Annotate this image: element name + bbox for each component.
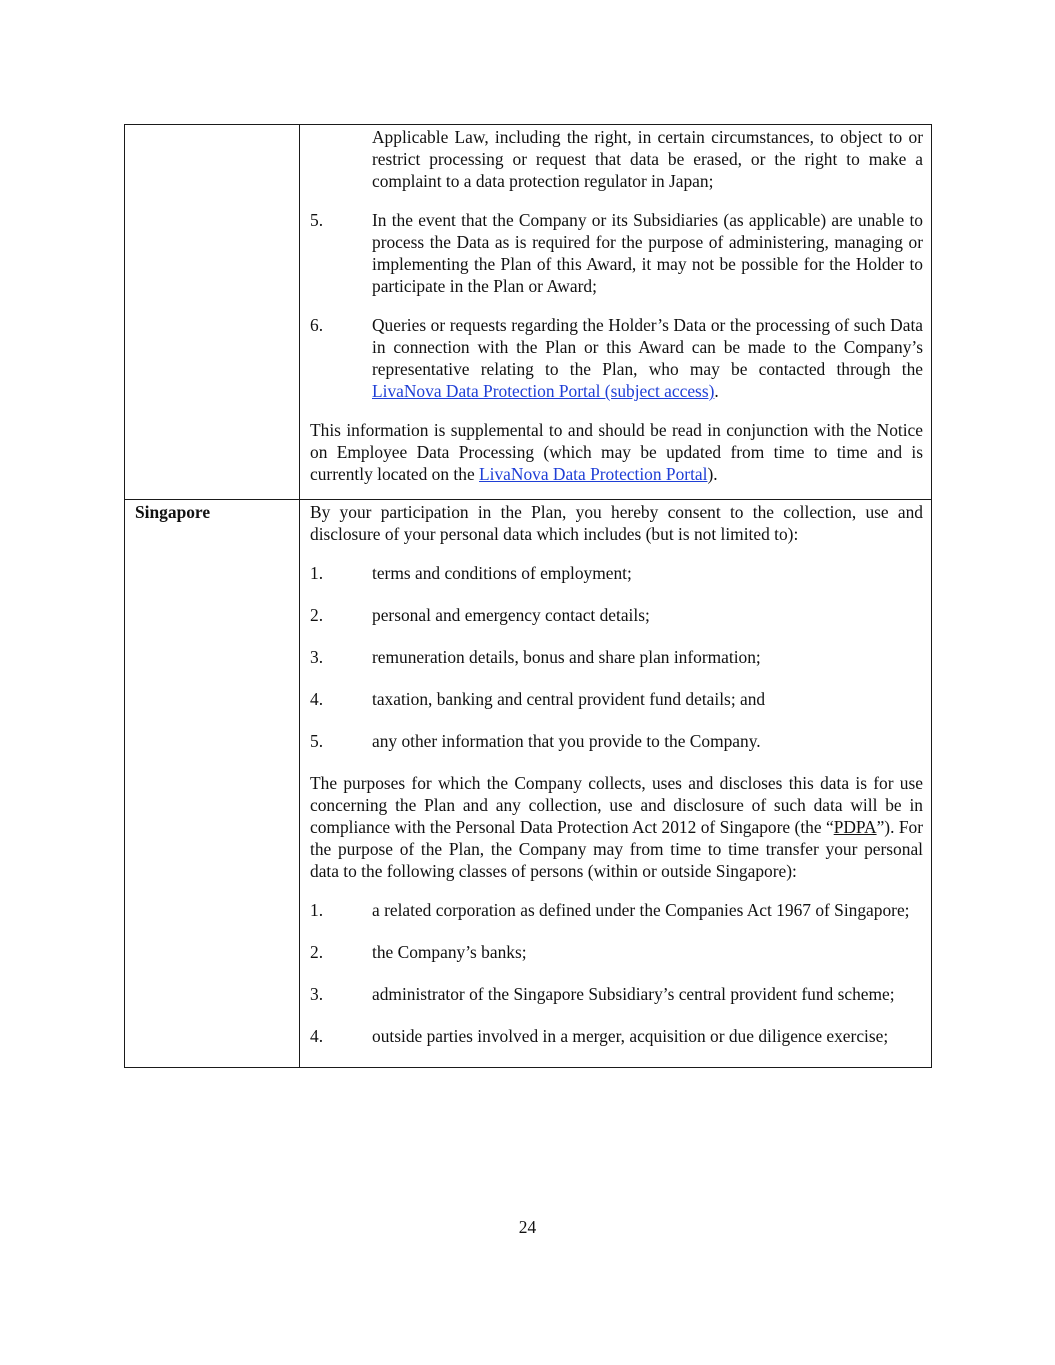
list-number: 3. xyxy=(310,647,324,667)
list-number: 4. xyxy=(310,689,324,709)
list-text xyxy=(372,314,923,402)
country-provisions-table xyxy=(124,124,932,1068)
purposes-text: The purposes for which the Company collects, uses and discloses this data is for use concerning the Plan and any collection, use and disclosure of such data will be in compliance with the Personal Data Protection Act 2012 of Singapore (the “ xyxy=(310,773,923,837)
list-number: 3. xyxy=(310,984,324,1004)
table-row-japan-continued xyxy=(125,125,932,500)
list-number: 5. xyxy=(310,210,324,230)
list-number: 4. xyxy=(310,1026,324,1046)
list-text: any other information that you provide to the Company. xyxy=(372,731,761,751)
content-cell-singapore xyxy=(300,500,932,1068)
list-item xyxy=(310,899,923,921)
country-cell-empty xyxy=(125,125,300,500)
list-item xyxy=(310,730,923,752)
table-row-singapore xyxy=(125,500,932,1068)
list-item xyxy=(310,604,923,626)
list-text: remuneration details, bonus and share plan information; xyxy=(372,647,761,667)
japan-item-4-continuation: Applicable Law, including the right, in certain circumstances, to object to or restrict processing or request that data be erased, or the right to make a complaint to a data protection regulator in Japan; xyxy=(372,127,923,191)
pdpa-defined-term: PDPA xyxy=(833,817,877,837)
page-number: 24 xyxy=(518,1217,537,1237)
japan-item-5 xyxy=(310,209,923,297)
list-item xyxy=(310,941,923,963)
list-item xyxy=(310,1025,923,1047)
list-text: the Company’s banks; xyxy=(372,942,527,962)
list-number: 5. xyxy=(310,731,324,751)
purposes-text-end: ”). For the purpose of the Plan, the Company may from time to time transfer your personal data to the following classes of persons (within or outside Singapore): xyxy=(310,817,923,881)
list-text: outside parties involved in a merger, acquisition or due diligence exercise; xyxy=(372,1026,889,1046)
item-6-text-end: . xyxy=(714,381,719,401)
list-item xyxy=(310,562,923,584)
content-cell-japan xyxy=(300,125,932,500)
japan-item-6 xyxy=(310,314,923,402)
list-number: 6. xyxy=(310,315,324,335)
list-item xyxy=(310,688,923,710)
list-text: administrator of the Singapore Subsidiary’s central provident fund scheme; xyxy=(372,984,895,1004)
data-protection-portal-link[interactable]: LivaNova Data Protection Portal xyxy=(479,464,708,484)
item-6-text: Queries or requests regarding the Holder’s Data or the processing of such Data in connection with the Plan or this Award can be made to the Company’s representative relating to the Plan, who may be contacted through the xyxy=(372,315,923,379)
supplemental-text: This information is supplemental to and should be read in conjunction with the Notice on Employee Data Processing (which may be updated from time to time and is currently located on the xyxy=(310,420,923,484)
list-text: In the event that the Company or its Subsidiaries (as applicable) are unable to process the Data as is required for the purpose of administering, managing or implementing the Plan of this Award, it may not be possible for the Holder to participate in the Plan or Award; xyxy=(372,210,923,296)
list-text: personal and emergency contact details; xyxy=(372,605,650,625)
country-name: Singapore xyxy=(135,502,211,522)
supplemental-text-end: ). xyxy=(707,464,718,484)
list-number: 1. xyxy=(310,563,324,583)
list-item xyxy=(310,983,923,1005)
list-number: 2. xyxy=(310,942,324,962)
list-number: 2. xyxy=(310,605,324,625)
purposes-paragraph xyxy=(310,772,923,882)
list-text: taxation, banking and central provident fund details; and xyxy=(372,689,766,709)
list-text: a related corporation as defined under the Companies Act 1967 of Singapore; xyxy=(372,900,910,920)
country-cell-singapore xyxy=(125,500,300,1068)
personal-data-list xyxy=(310,562,923,752)
data-protection-portal-subject-access-link[interactable]: LivaNova Data Protection Portal (subject access) xyxy=(372,381,715,401)
supplemental-paragraph xyxy=(310,419,923,485)
list-text: terms and conditions of employment; xyxy=(372,563,632,583)
consent-intro: By your participation in the Plan, you hereby consent to the collection, use and disclosure of your personal data which includes (but is not limited to): xyxy=(310,502,923,544)
recipients-list xyxy=(310,899,923,1047)
list-item xyxy=(310,646,923,668)
list-number: 1. xyxy=(310,900,324,920)
